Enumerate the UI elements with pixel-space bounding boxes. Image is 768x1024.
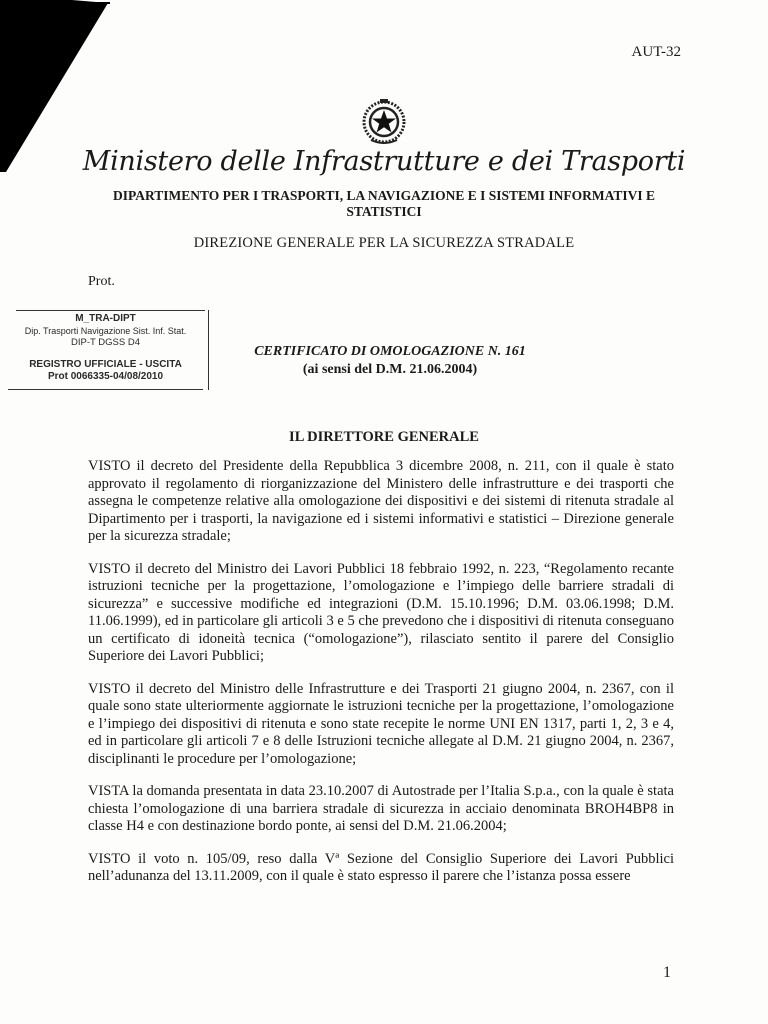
stamp-border-bottom: [8, 389, 203, 390]
protocol-label: Prot.: [88, 274, 115, 289]
directorate-name: DIREZIONE GENERALE PER LA SICUREZZA STRADALE: [193, 235, 575, 251]
ministry-name: Ministero delle Infrastrutture e dei Trasporti: [82, 146, 686, 177]
stamp-line-registry: M_TRA-DIPT: [75, 313, 136, 324]
stamp-line-department: Dip. Trasporti Navigazione Sist. Inf. Stat.: [24, 326, 187, 336]
department-name: DIPARTIMENTO PER I TRASPORTI, LA NAVIGAZIONE E I SISTEMI INFORMATIVI E STATISTICI: [112, 188, 656, 219]
paragraph-1: VISTO il decreto del Presidente della Repubblica 3 dicembre 2008, n. 211, con il quale è stato approvato il regolamento di riorganizzazione del Ministero delle infrastrutture e dei trasporti che assegna le competenze relative alla omologazione dei dispositivi e dei sistemi di ritenuta stradale al Dipartimento per i trasporti, la navigazione ed i sistemi informativi e statistici – Direzione generale per la sicurezza stradale;: [88, 458, 674, 544]
paragraph-2: VISTO il decreto del Ministro dei Lavori Pubblici 18 febbraio 1992, n. 223, “Regolamento recante istruzioni tecniche per la progettazione, l’omologazione e l’impiego delle barriere stradali di sicurezza” e successive modifiche ed integrazioni (D.M. 15.10.1996; D.M. 03.06.1998; D.M. 11.06.1999), ed in particolare gli articoli 3 e 5 che prevedono che i dispositivi di ritenuta conseguano un certificato di idoneità tecnica (“omologazione”), rilasciato sentito il parere del Consiglio Superiore dei Lavori Pubblici;: [88, 560, 674, 664]
italian-republic-emblem-icon: [359, 96, 409, 146]
stamp-line-protocol-number: Prot 0066335-04/08/2010: [47, 371, 164, 382]
paragraph-5: VISTO il voto n. 105/09, reso dalla Vª Sezione del Consiglio Superiore dei Lavori Pubblici nell’adunanza del 13.11.2009, con il quale è stato espresso il parere che l’istanza possa essere: [88, 850, 674, 884]
stamp-border-right: [208, 310, 209, 390]
document-code: AUT-32: [631, 44, 681, 60]
section-heading: IL DIRETTORE GENERALE: [289, 429, 479, 445]
certificate-title: CERTIFICATO DI OMOLOGAZIONE N. 161: [254, 344, 526, 359]
page-number: 1: [663, 964, 671, 981]
stamp-border-top: [16, 310, 205, 311]
protocol-stamp: [8, 307, 209, 390]
stamp-line-register: REGISTRO UFFICIALE - USCITA: [29, 359, 182, 370]
paragraph-3: VISTO il decreto del Ministro delle Infrastrutture e dei Trasporti 21 giugno 2004, n. 2367, con il quale sono state ulteriormente aggiornate le istruzioni tecniche per la progettazione, l’omologazione e l’impiego dei dispositivi di ritenuta e sono state recepite le norme UNI EN 1317, parti 1, 2, 3 e 4, ed in particolare gli articoli 7 e 8 delle Istruzioni tecniche allegate al D.M. 21 giugno 2004, n. 2367, disciplinanti le procedure per l’omologazione;: [88, 680, 674, 767]
certificate-subtitle: (ai sensi del D.M. 21.06.2004): [302, 362, 478, 377]
stamp-line-office: DIP-T DGSS D4: [71, 337, 140, 348]
paragraph-4: VISTA la domanda presentata in data 23.10.2007 di Autostrade per l’Italia S.p.a., con la quale è stata chiesta l’omologazione di una barriera stradale di sicurezza in acciaio denominata BROH4BP8 in classe H4 e con destinazione bordo ponte, ai sensi del D.M. 21.06.2004;: [88, 783, 674, 834]
document-body: [88, 458, 674, 901]
